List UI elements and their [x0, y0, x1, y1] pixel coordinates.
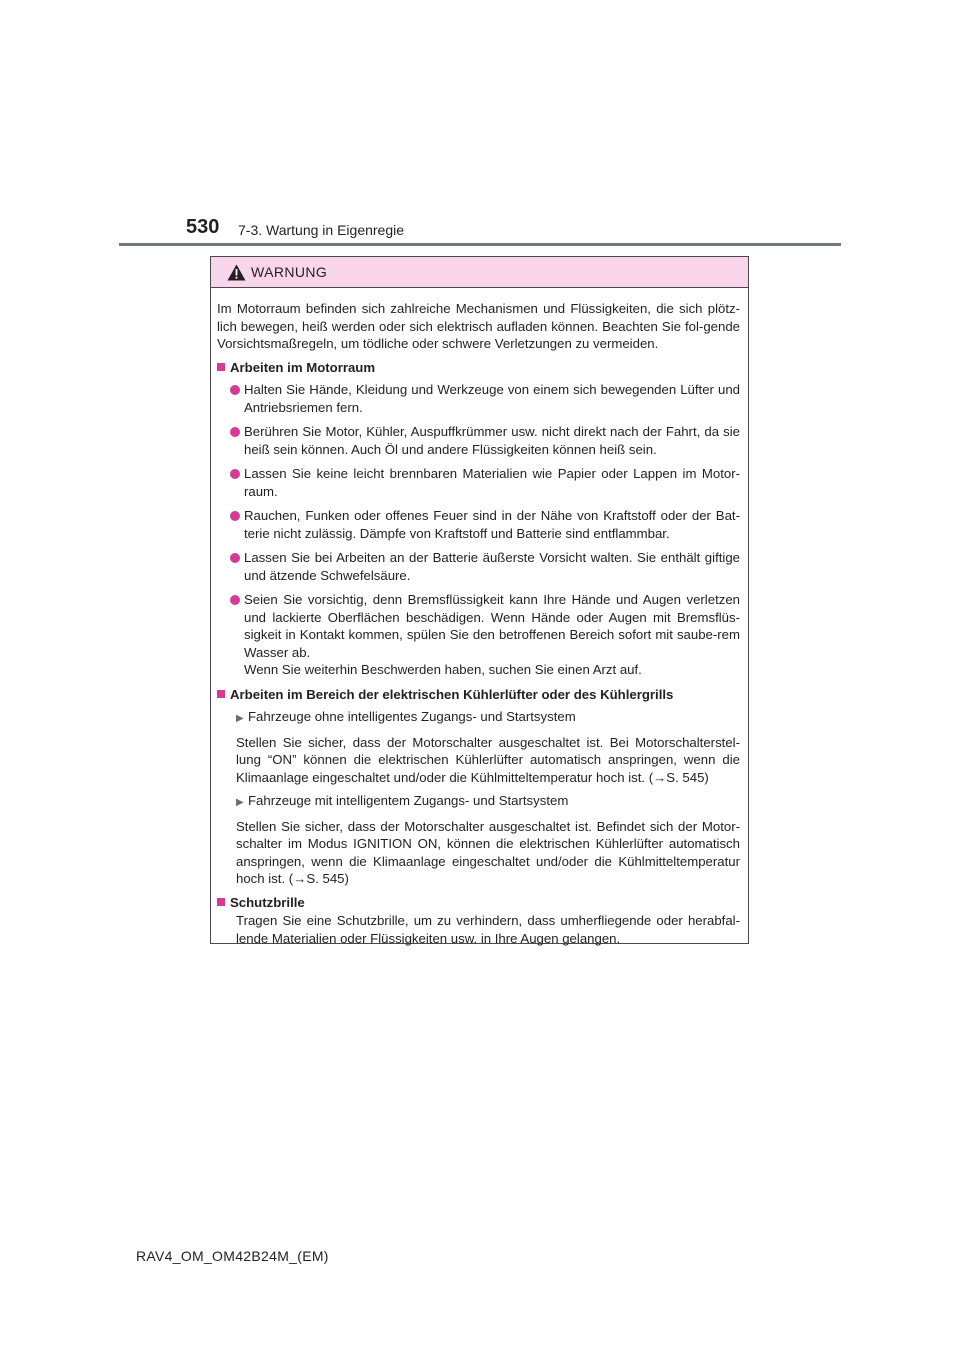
circle-bullet-icon — [230, 595, 240, 605]
list-item-text: Lassen Sie bei Arbeiten an der Batterie äußerste Vorsicht walten. Sie enthält giftige und ätzende Schwefelsäure. — [244, 550, 740, 583]
warning-title: WARNUNG — [251, 264, 328, 280]
list-item-text: Rauchen, Funken oder offenes Feuer sind in der Nähe von Kraftstoff oder der Bat-terie nicht zulässig. Dämpfe von Kraftstoff und Batterie sind entflammbar. — [244, 508, 740, 541]
document-id: RAV4_OM_OM42B24M_(EM) — [136, 1248, 329, 1264]
sub-heading — [236, 708, 740, 728]
warning-body — [211, 288, 748, 947]
heading-text: Schutzbrille — [230, 894, 305, 910]
sub-heading-text: Fahrzeuge mit intelligentem Zugangs- und Startsystem — [248, 793, 569, 808]
circle-bullet-icon — [230, 511, 240, 521]
arrow-right-icon: ▶ — [236, 797, 244, 808]
list-item — [230, 465, 740, 500]
list-item — [230, 507, 740, 542]
list-item — [230, 549, 740, 584]
sub-heading — [236, 792, 740, 812]
heading-text: Arbeiten im Bereich der elektrischen Kühlerlüfter oder des Kühlergrills — [230, 686, 674, 702]
paragraph: Stellen Sie sicher, dass der Motorschalter ausgeschaltet ist. Befindet sich der Motor-schalter im Modus IGNITION ON, können die elektrischen Kühlerlüfter automatisch anspringen, wenn die Klimaanlage eingeschaltet und/oder die Kühlmitteltemperatur hoch ist. (→S. 545) — [236, 818, 740, 886]
warning-intro: Im Motorraum befinden sich zahlreiche Mechanismen und Flüssigkeiten, die sich plötz-lich bewegen, heiß werden oder sich elektrisch aufladen können. Beachten Sie fol-gende Vorsichtsmaßregeln, um tödliche oder schwere Verletzungen zu vermeiden. — [217, 301, 740, 351]
square-bullet-icon — [217, 363, 225, 371]
page-number: 530 — [186, 216, 220, 238]
list-item — [230, 381, 740, 416]
list-item-text-extra: Wenn Sie weiterhin Beschwerden haben, suchen Sie einen Arzt auf. — [244, 662, 642, 677]
list-item-text: Lassen Sie keine leicht brennbaren Materialien wie Papier oder Lappen im Motor-raum. — [244, 466, 740, 499]
list-item-text: Halten Sie Hände, Kleidung und Werkzeuge von einem sich bewegenden Lüfter und Antriebsriemen fern. — [244, 382, 740, 415]
list-item-text — [244, 591, 740, 679]
warning-header — [211, 257, 748, 288]
section-heading-radiator-fans — [217, 686, 740, 704]
circle-bullet-icon — [230, 427, 240, 437]
header-divider — [119, 243, 841, 246]
section-heading-engine-bay — [217, 359, 740, 377]
square-bullet-icon — [217, 690, 225, 698]
circle-bullet-icon — [230, 385, 240, 395]
paragraph: Tragen Sie eine Schutzbrille, um zu verhindern, dass umherfliegende oder herabfal-lende Materialien oder Flüssigkeiten usw. in Ihre Augen gelangen. — [236, 913, 740, 946]
list-item-text: Berühren Sie Motor, Kühler, Auspuffkrümmer usw. nicht direkt nach der Fahrt, da sie heiß sein können. Auch Öl und andere Flüssigkeiten können heiß sein. — [244, 424, 740, 457]
list-item — [230, 423, 740, 458]
circle-bullet-icon — [230, 553, 240, 563]
warning-box — [210, 256, 749, 944]
arrow-right-icon: ▶ — [236, 713, 244, 724]
paragraph: Stellen Sie sicher, dass der Motorschalter ausgeschaltet ist. Bei Motorschalterstel-lung “ON” können die elektrischen Kühlerlüfter automatisch anspringen, wenn die Klimaanlage eingeschaltet und/oder die Kühlmitteltemperatur hoch ist. (→S. 545) — [236, 734, 740, 785]
list-item — [230, 591, 740, 679]
list-item-text-main: Seien Sie vorsichtig, denn Bremsflüssigkeit kann Ihre Hände und Augen verletzen und lackierte Oberflächen beschädigen. Wenn Hände oder Augen mit Bremsflüs-sigkeit in Kontakt kommen, spülen Sie den betroffenen Bereich sofort mit saube-rem Wasser ab. — [244, 592, 740, 660]
section-title: 7-3. Wartung in Eigenregie — [238, 222, 405, 238]
square-bullet-icon — [217, 898, 225, 906]
circle-bullet-icon — [230, 469, 240, 479]
sub-heading-text: Fahrzeuge ohne intelligentes Zugangs- und Startsystem — [248, 709, 576, 724]
heading-text: Arbeiten im Motorraum — [230, 359, 376, 375]
warning-triangle-icon — [227, 264, 246, 281]
section-heading-goggles — [217, 894, 740, 912]
